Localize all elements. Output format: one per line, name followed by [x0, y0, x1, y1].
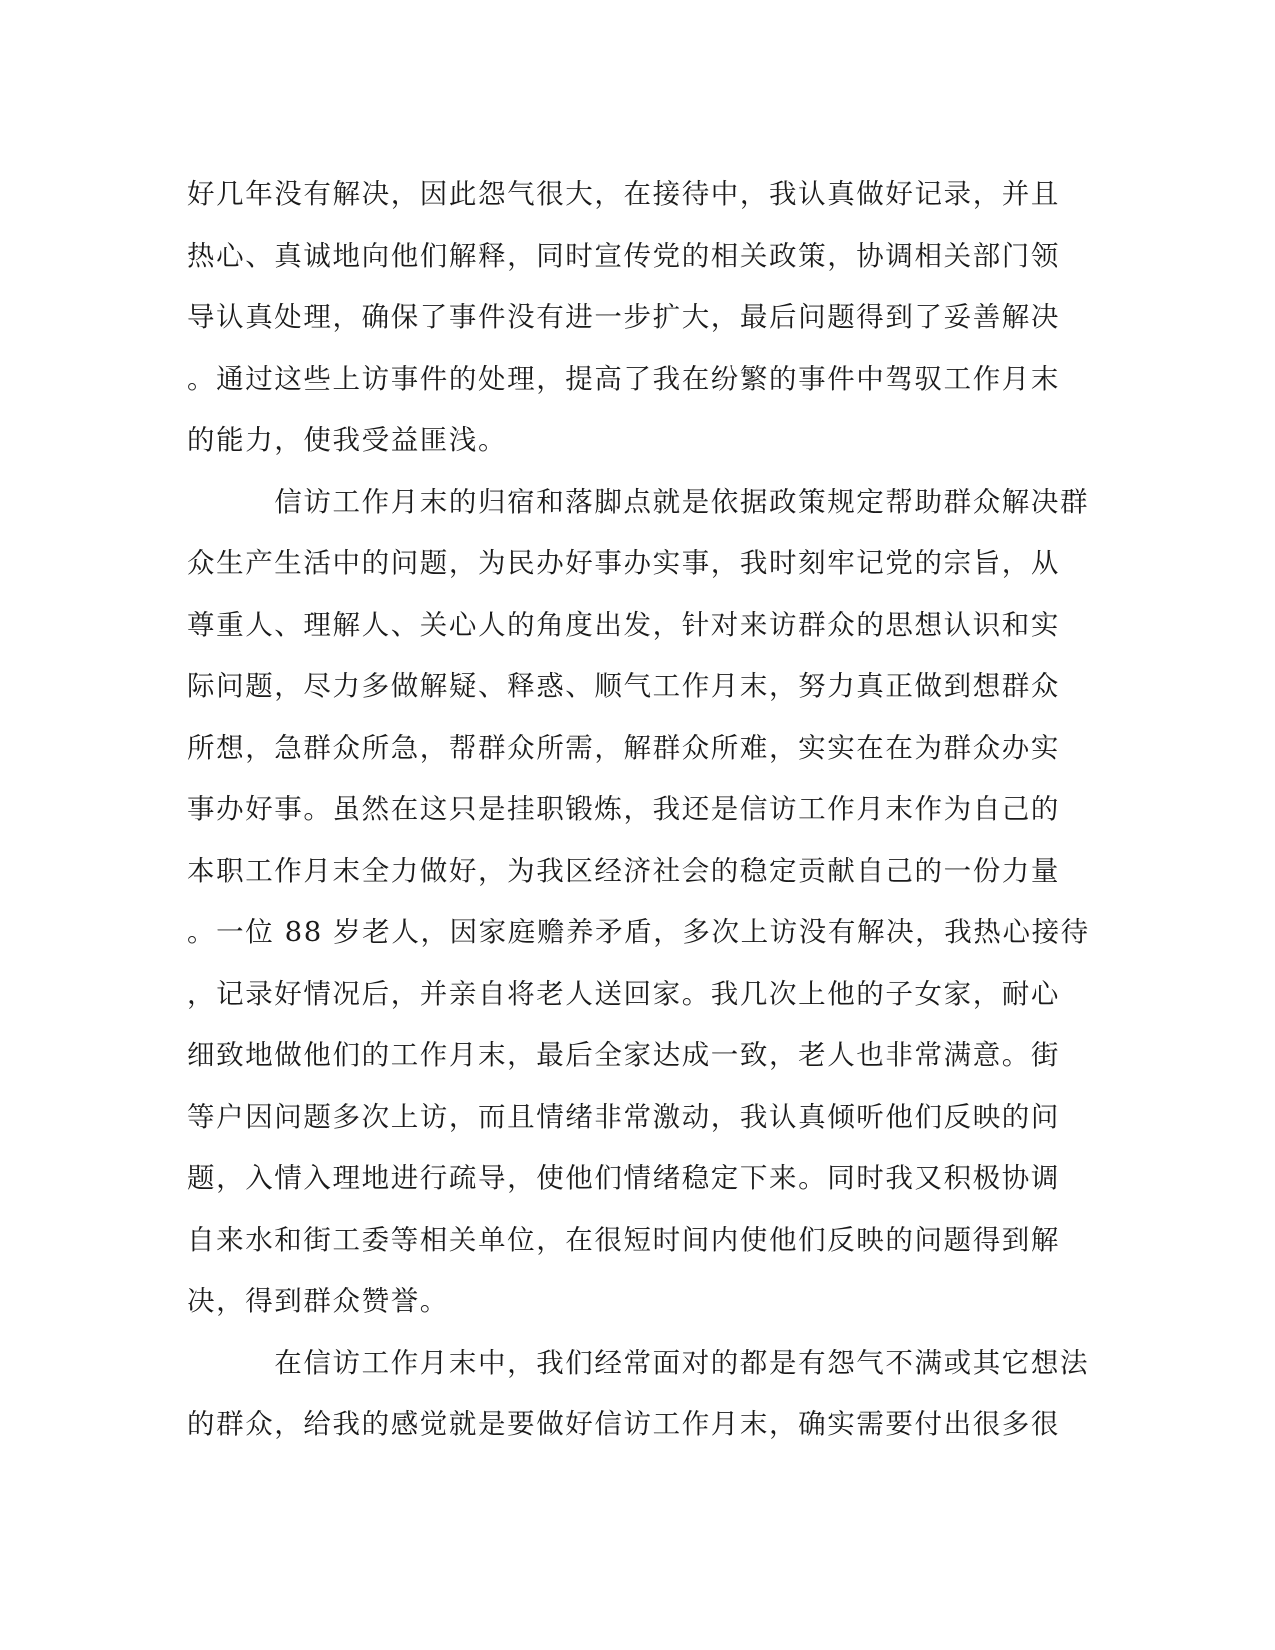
- text-line: 自来水和街工委等相关单位，在很短时间内使他们反映的问题得到解: [187, 1223, 1060, 1256]
- text-line: 细致地做他们的工作月末，最后全家达成一致，老人也非常满意。街: [187, 1039, 1060, 1071]
- paragraph-start-line: 信访工作月末的归宿和落脚点就是依据政策规定帮助群众解决群: [187, 485, 1090, 518]
- text-line: ，记录好情况后，并亲自将老人送回家。我几次上他的子女家，耐心: [187, 977, 1060, 1010]
- text-line: 导认真处理，确保了事件没有进一步扩大，最后问题得到了妥善解决: [187, 301, 1060, 333]
- text-line: 本职工作月末全力做好，为我区经济社会的稳定贡献自己的一份力量: [187, 854, 1060, 887]
- text-line: 际问题，尽力多做解疑、释惑、顺气工作月末，努力真正做到想群众: [187, 670, 1060, 702]
- text-line: 决，得到群众赞誉。: [187, 1285, 449, 1317]
- text-line: 的群众，给我的感觉就是要做好信访工作月末，确实需要付出很多很: [187, 1408, 1060, 1440]
- text-line: 事办好事。虽然在这只是挂职锻炼，我还是信访工作月末作为自己的: [187, 793, 1060, 825]
- text-line: 好几年没有解决，因此怨气很大，在接待中，我认真做好记录，并且: [187, 178, 1060, 210]
- text-line: 。通过这些上访事件的处理，提高了我在纷繁的事件中驾驭工作月末: [187, 362, 1060, 395]
- text-line: 众生产生活中的问题，为民办好事办实事，我时刻牢记党的宗旨，从: [187, 547, 1060, 579]
- text-line: 题，入情入理地进行疏导，使他们情绪稳定下来。同时我又积极协调: [187, 1162, 1060, 1194]
- text-line: 等户因问题多次上访，而且情绪非常激动，我认真倾听他们反映的问: [187, 1100, 1060, 1133]
- text-line: 热心、真诚地向他们解释，同时宣传党的相关政策，协调相关部门领: [187, 239, 1060, 272]
- text-line: 。一位 88 岁老人，因家庭赡养矛盾，多次上访没有解决，我热心接待: [187, 916, 1090, 948]
- document-body: [187, 164, 1090, 1456]
- text-line: 的能力，使我受益匪浅。: [187, 424, 508, 456]
- text-line: 所想，急群众所急，帮群众所需，解群众所难，实实在在为群众办实: [187, 731, 1060, 764]
- text-line: 尊重人、理解人、关心人的角度出发，针对来访群众的思想认识和实: [187, 608, 1060, 641]
- paragraph-start-line: 在信访工作月末中，我们经常面对的都是有怨气不满或其它想法: [187, 1346, 1090, 1379]
